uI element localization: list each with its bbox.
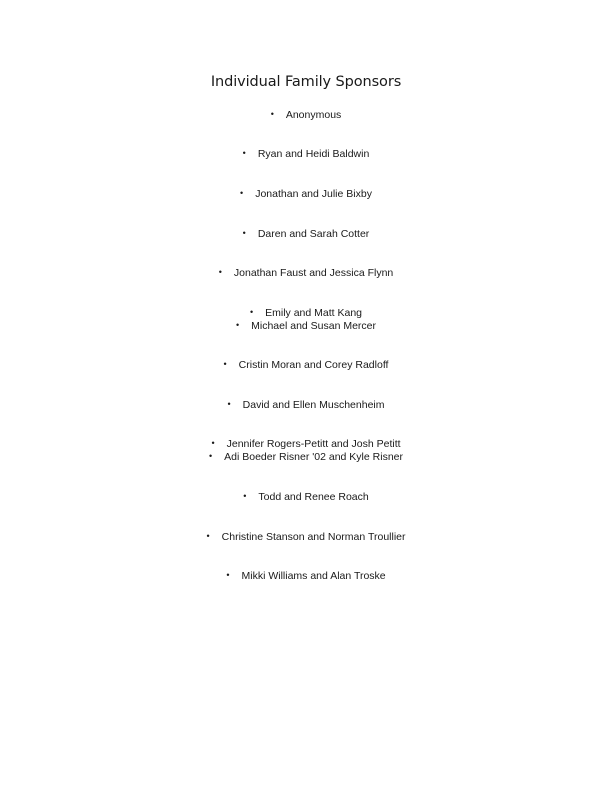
- list-item: [0, 108, 612, 122]
- sponsor-name: Jonathan Faust and Jessica Flynn: [233, 267, 394, 279]
- list-item: [0, 398, 612, 412]
- list-item: [0, 319, 612, 333]
- bullet-icon: •: [218, 267, 222, 277]
- sponsor-name: Ryan and Heidi Baldwin: [257, 148, 370, 160]
- bullet-icon: •: [235, 320, 240, 330]
- sponsor-name: Jennifer Rogers-Petitt and Josh Petitt: [226, 438, 401, 450]
- sponsor-name: Anonymous: [285, 109, 342, 121]
- bullet-icon: •: [211, 438, 215, 448]
- list-item: [0, 358, 612, 372]
- list-item: [0, 530, 612, 544]
- page-title: Individual Family Sponsors: [210, 74, 402, 90]
- list-item: [0, 437, 612, 451]
- sponsor-name: Jonathan and Julie Bixby: [255, 188, 372, 200]
- sponsor-name: Mikki Williams and Alan Troske: [241, 570, 386, 582]
- list-item: [0, 147, 612, 161]
- list-item: [0, 266, 612, 280]
- sponsor-name: Michael and Susan Mercer: [251, 320, 377, 332]
- bullet-icon: •: [227, 399, 231, 409]
- bullet-icon: •: [242, 148, 246, 158]
- bullet-icon: •: [240, 188, 244, 198]
- list-item: [0, 490, 612, 504]
- bullet-icon: •: [242, 228, 246, 238]
- bullet-icon: •: [270, 109, 274, 119]
- bullet-icon: •: [206, 531, 210, 541]
- sponsor-name: Adi Boeder Risner '02 and Kyle Risner: [224, 451, 403, 463]
- sponsor-name: Emily and Matt Kang: [265, 307, 363, 319]
- sponsor-name: Todd and Renee Roach: [258, 491, 369, 503]
- list-item: [0, 569, 612, 583]
- list-item: [0, 306, 612, 320]
- list-item: [0, 450, 612, 464]
- bullet-icon: •: [223, 359, 227, 369]
- bullet-icon: •: [226, 570, 230, 580]
- bullet-icon: •: [208, 451, 213, 461]
- sponsor-name: Daren and Sarah Cotter: [257, 228, 370, 240]
- sponsor-name: Christine Stanson and Norman Troullier: [221, 531, 406, 543]
- bullet-icon: •: [249, 307, 254, 317]
- list-item: [0, 187, 612, 201]
- sponsor-name: Cristin Moran and Corey Radloff: [238, 359, 389, 371]
- bullet-icon: •: [243, 491, 247, 501]
- list-item: [0, 227, 612, 241]
- sponsor-name: David and Ellen Muschenheim: [242, 399, 385, 411]
